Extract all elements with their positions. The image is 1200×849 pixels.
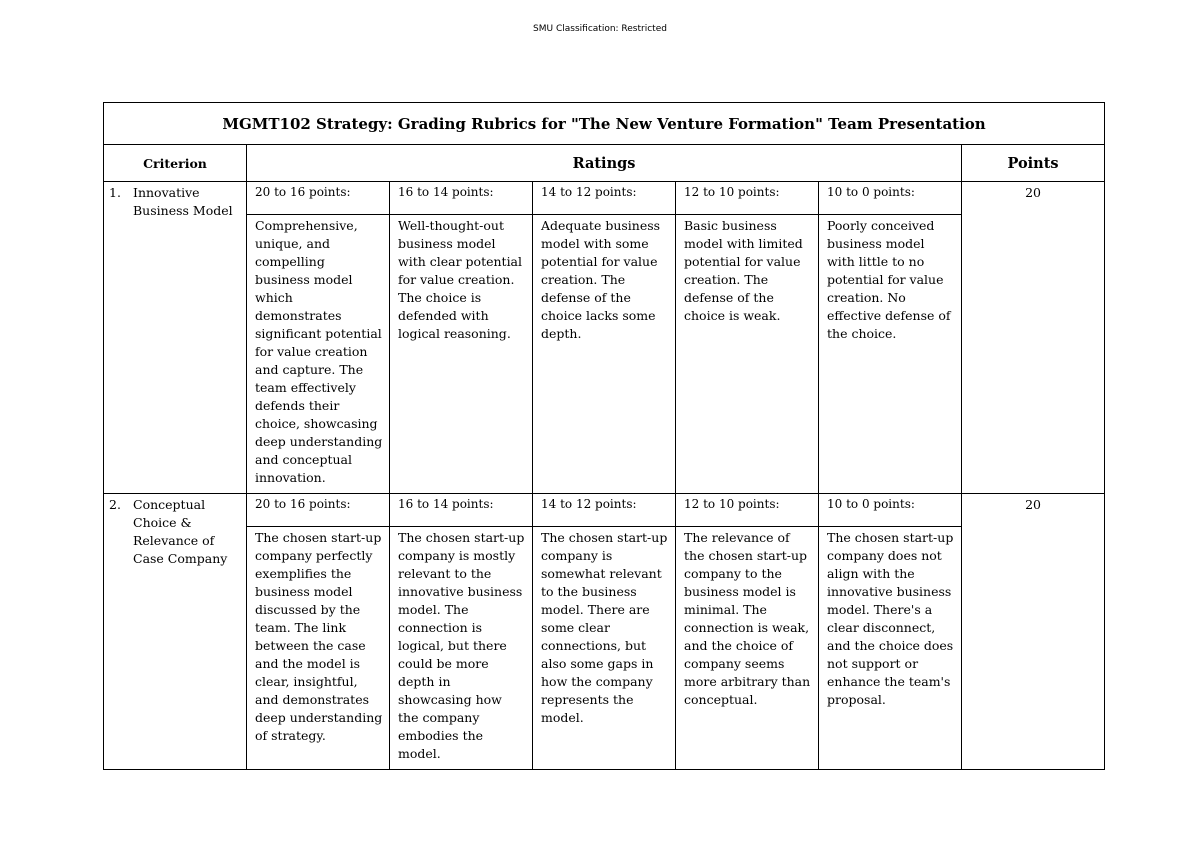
rating-description: The chosen start-up company is somewhat relevant to the business model. There are some clear connections, but also some gaps in how the company represents the model.: [533, 527, 676, 770]
criterion-cell: [104, 182, 247, 494]
rating-range: 16 to 14 points:: [390, 182, 533, 215]
rating-range: 12 to 10 points:: [676, 494, 819, 527]
rating-range: 10 to 0 points:: [819, 182, 962, 215]
title-row: [104, 103, 1105, 145]
rubric-title: MGMT102 Strategy: Grading Rubrics for "The New Venture Formation" Team Presentation: [104, 103, 1105, 145]
criterion-row-range: [104, 182, 1105, 215]
rating-description: Well-thought-out business model with clear potential for value creation. The choice is defended with logical reasoning.: [390, 215, 533, 494]
rating-description: The chosen start-up company is mostly relevant to the innovative business model. The connection is logical, but there could be more depth in showcasing how the company embodies the model.: [390, 527, 533, 770]
rating-description: The relevance of the chosen start-up company to the business model is minimal. The connection is weak, and the choice of company seems more arbitrary than conceptual.: [676, 527, 819, 770]
rating-range: 10 to 0 points:: [819, 494, 962, 527]
points-value: 20: [962, 494, 1105, 770]
rating-range: 16 to 14 points:: [390, 494, 533, 527]
criterion-number: 2.: [109, 497, 121, 512]
rating-description: Basic business model with limited potential for value creation. The defense of the choice is weak.: [676, 215, 819, 494]
rating-range: 14 to 12 points:: [533, 182, 676, 215]
criterion-row-description: [104, 527, 1105, 770]
points-value: 20: [962, 182, 1105, 494]
rating-range: 12 to 10 points:: [676, 182, 819, 215]
rating-range: 14 to 12 points:: [533, 494, 676, 527]
criterion-number: 1.: [109, 185, 121, 200]
header-row: [104, 145, 1105, 182]
rating-description: The chosen start-up company perfectly exemplifies the business model discussed by the team. The link between the case and the model is clear, insightful, and demonstrates deep understanding of strategy.: [247, 527, 390, 770]
rating-description: Poorly conceived business model with little to no potential for value creation. No effective defense of the choice.: [819, 215, 962, 494]
criterion-name: Innovative Business Model: [133, 185, 233, 218]
rating-description: Adequate business model with some potential for value creation. The defense of the choice lacks some depth.: [533, 215, 676, 494]
criterion-header: Criterion: [104, 145, 247, 182]
rating-description: Comprehensive, unique, and compelling business model which demonstrates significant potential for value creation and capture. The team effectively defends their choice, showcasing deep understanding and conceptual innovation.: [247, 215, 390, 494]
rating-description: The chosen start-up company does not align with the innovative business model. There's a clear disconnect, and the choice does not support or enhance the team's proposal.: [819, 527, 962, 770]
rating-range: 20 to 16 points:: [247, 182, 390, 215]
rating-range: 20 to 16 points:: [247, 494, 390, 527]
criterion-row-description: [104, 215, 1105, 494]
criterion-cell: [104, 494, 247, 770]
classification-label: SMU Classification: Restricted: [533, 24, 667, 34]
grading-rubric-table: [103, 102, 1105, 770]
ratings-header: Ratings: [247, 145, 962, 182]
criterion-name: Conceptual Choice & Relevance of Case Company: [133, 497, 228, 566]
points-header: Points: [962, 145, 1105, 182]
criterion-row-range: [104, 494, 1105, 527]
